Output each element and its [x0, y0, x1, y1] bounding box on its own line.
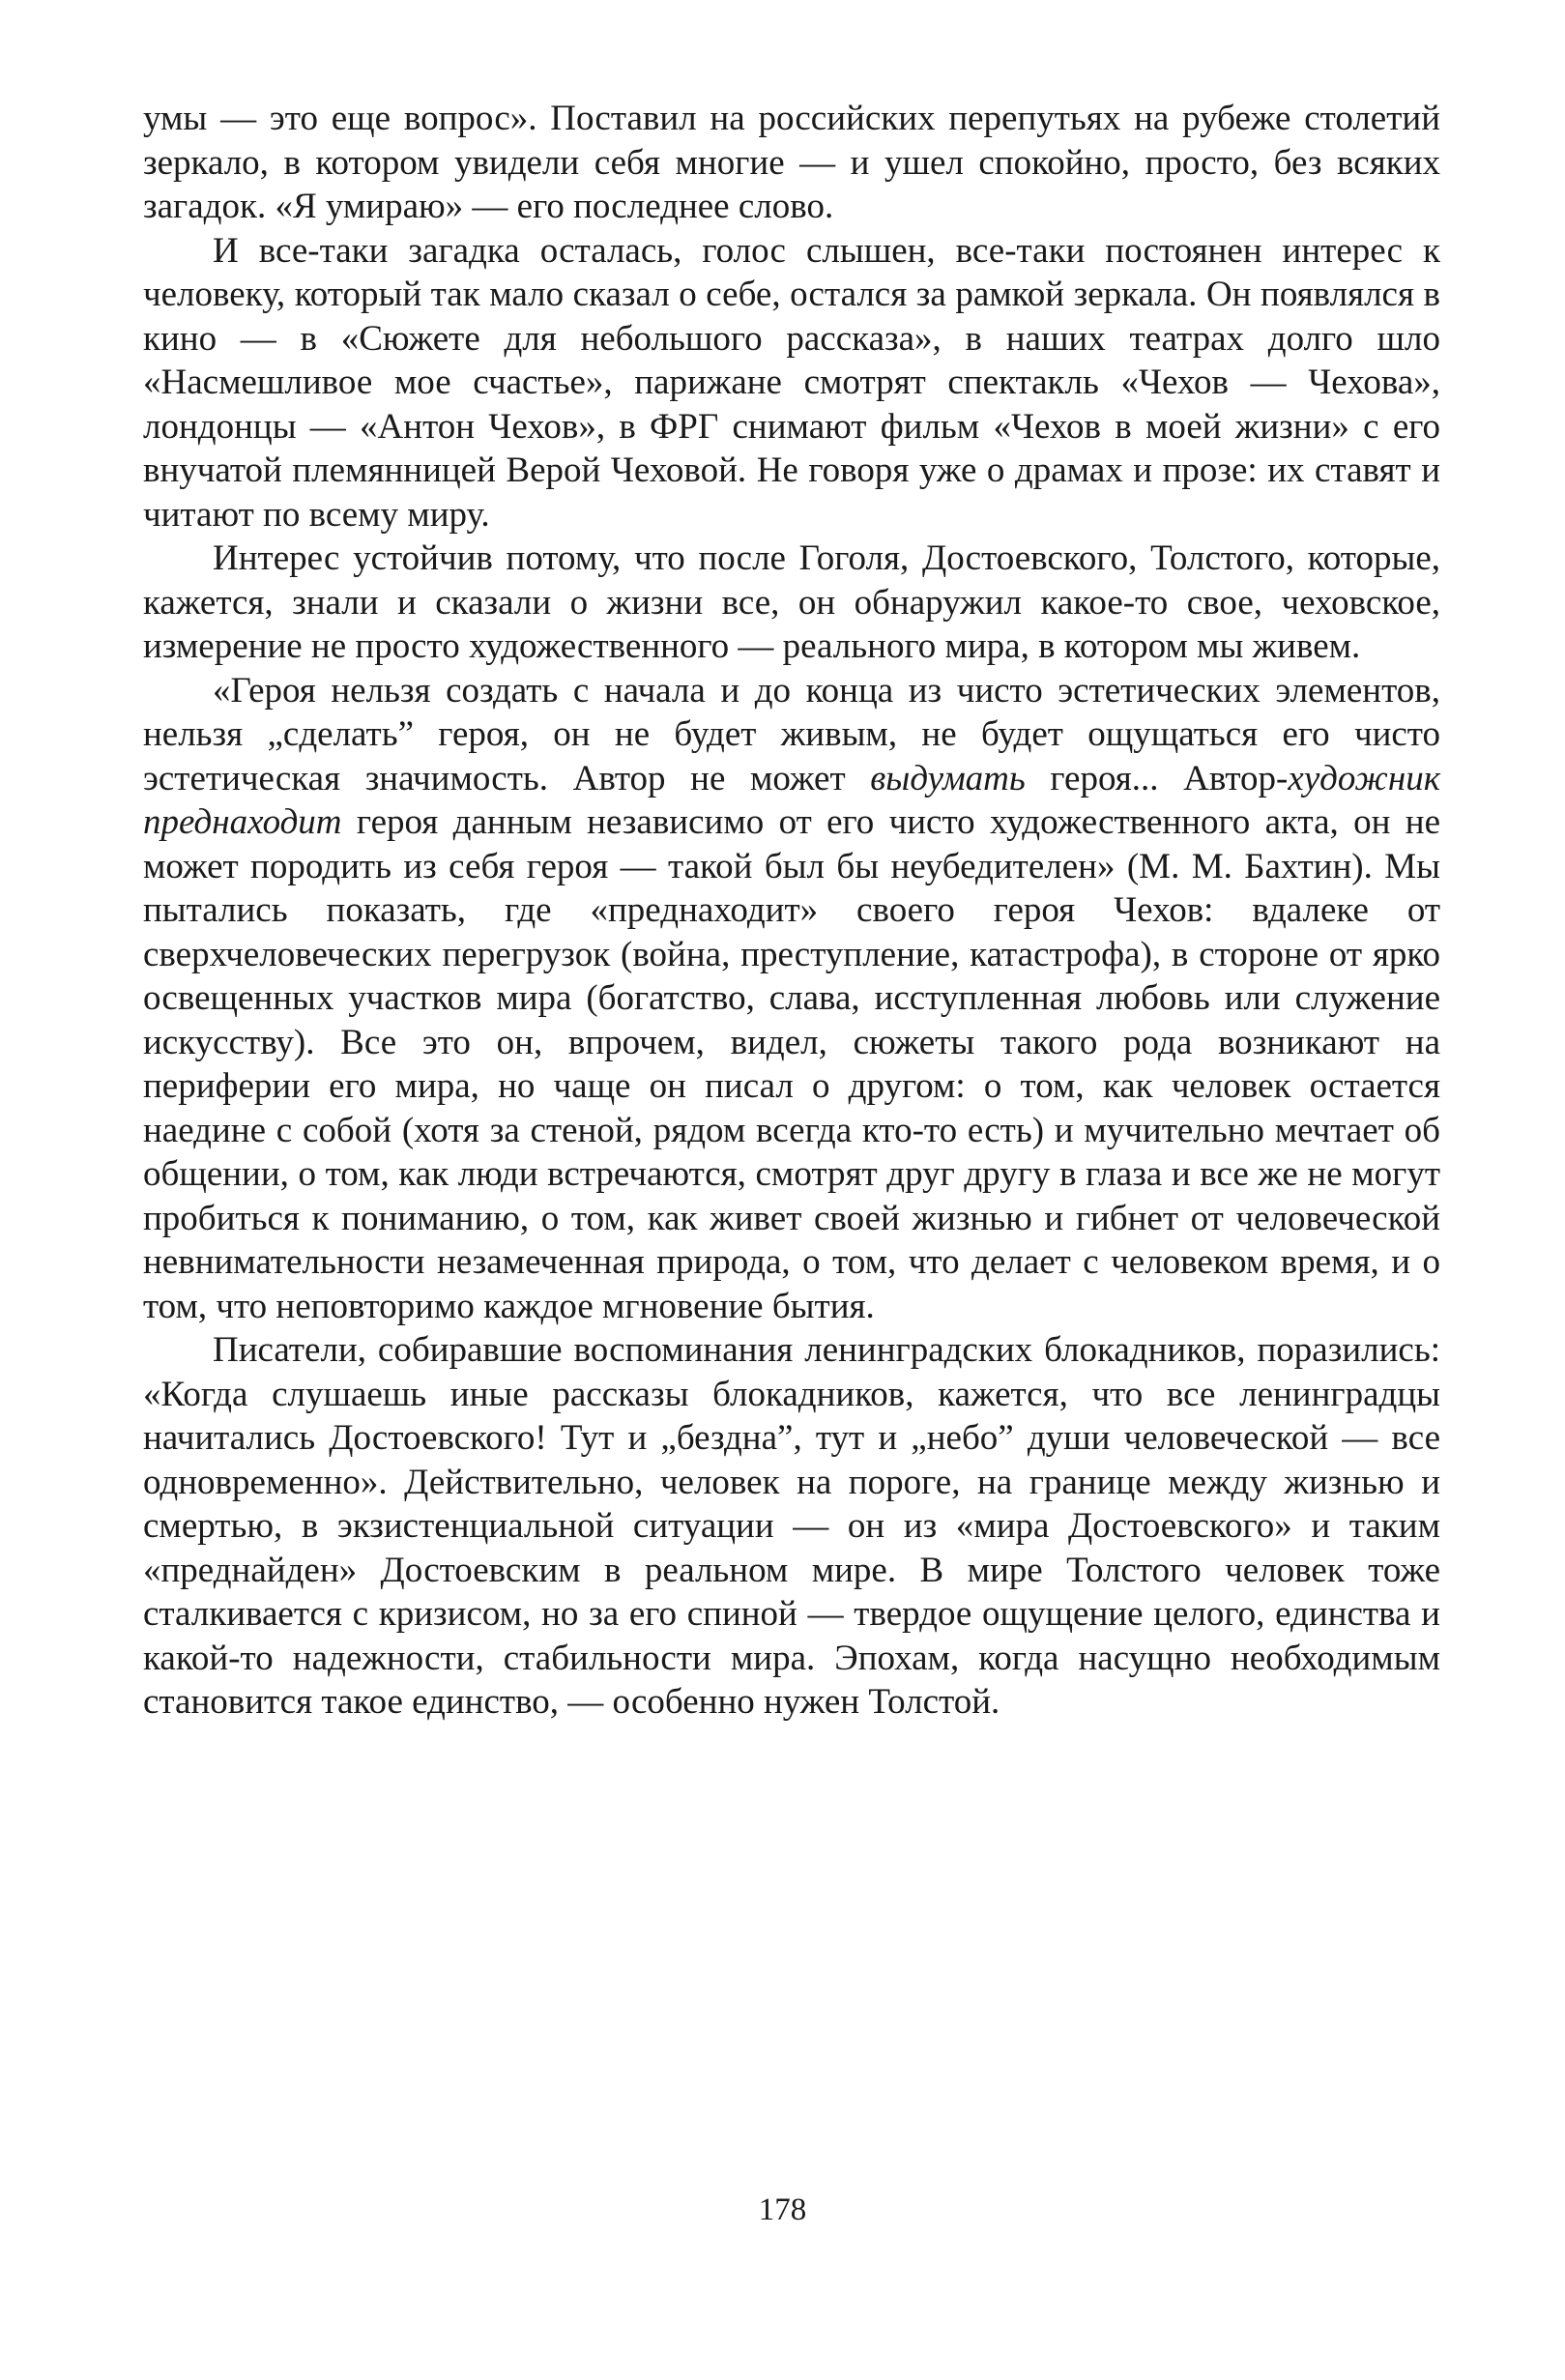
text-run: героя... Автор- — [1025, 758, 1289, 798]
text-run: Интерес устойчив потому, что после Гоголя, Достоевского, Толстого, которые, кажется, знали и сказали о жизни все, он обнаружил какое-то свое, чеховское, измерение не просто художественного — реального мира, в котором мы живем. — [143, 538, 1440, 666]
page-number: 178 — [758, 2192, 807, 2227]
text-run: героя данным независимо от его чисто художественного акта, он не может породить из себя героя — такой был бы неубедителен» (М. М. Бахтин). Мы пытались показать, где «преднаходит» своего героя Чехов: вдалеке от сверхчеловеческих перегрузок (война, преступление, катастрофа), в стороне от ярко освещенных участков мира (богатство, слава, исступленная любовь или служение искусству). Все это он, впрочем, видел, сюжеты такого рода возникают на периферии его мира, но чаще он писал о другом: о том, как человек остается наедине с собой (хотя за стеной, рядом всегда кто-то есть) и мучительно мечтает об общении, о том, как люди встречаются, смотрят друг другу в глаза и все же не могут пробиться к пониманию, о том, как живет своей жизнью и гибнет от человеческой невнимательности незамеченная природа, о том, что делает с человеком время, и о том, что неповторимо каждое мгновение бытия. — [143, 802, 1440, 1326]
paragraph — [143, 229, 1440, 537]
italic-text-run: выдумать — [870, 758, 1026, 798]
paragraph — [143, 537, 1440, 669]
text-run: И все-таки загадка осталась, голос слышен, все-таки постоянен интерес к человеку, который так мало сказал о себе, остался за рамкой зеркала. Он появлялся в кино — в «Сюжете для небольшого рассказа», в наших театрах долго шло «Насмешливое мое счастье», парижане смотрят спектакль «Чехов — Чехова», лондонцы — «Антон Чехов», в ФРГ снимают фильм «Чехов в моей жизни» с его внучатой племянницей Верой Чеховой. Не говоря уже о драмах и прозе: их ставят и читают по всему миру. — [143, 230, 1440, 535]
italic-text-run: художник преднаходит — [143, 758, 1441, 842]
paragraph — [143, 669, 1440, 1329]
text-run: «Героя нельзя создать с начала и до конца из чисто эстетических элементов, нельзя „сделать” героя, он не будет живым, не будет ощущаться его чисто эстетическая значимость. Автор не может — [143, 670, 1440, 798]
paragraph — [143, 97, 1440, 229]
text-run: Писатели, собиравшие воспоминания ленинградских блокадников, поразились: «Когда слушаешь иные рассказы блокадников, кажется, что все ленинградцы начитались Достоевского! Тут и „бездна”, тут и „небо” души человеческой — все одновременно». Действительно, человек на пороге, на границе между жизнью и смертью, в экзистенциальной ситуации — он из «мира Достоевского» и таким «преднайден» Достоевским в реальном мире. В мире Толстого человек тоже сталкивается с кризисом, но за его спиной — твердое ощущение целого, единства и какой-то надежности, стабильности мира. Эпохам, когда насущно необходимым становится такое единство, — особенно нужен Толстой. — [143, 1330, 1440, 1722]
body-text — [143, 97, 1440, 1725]
paragraph — [143, 1328, 1440, 1725]
text-run: умы — это еще вопрос». Поставил на российских перепутьях на рубеже столетий зеркало, в котором увидели себя многие — и ушел спокойно, просто, без всяких загадок. «Я умираю» — его последнее слово. — [143, 99, 1440, 226]
